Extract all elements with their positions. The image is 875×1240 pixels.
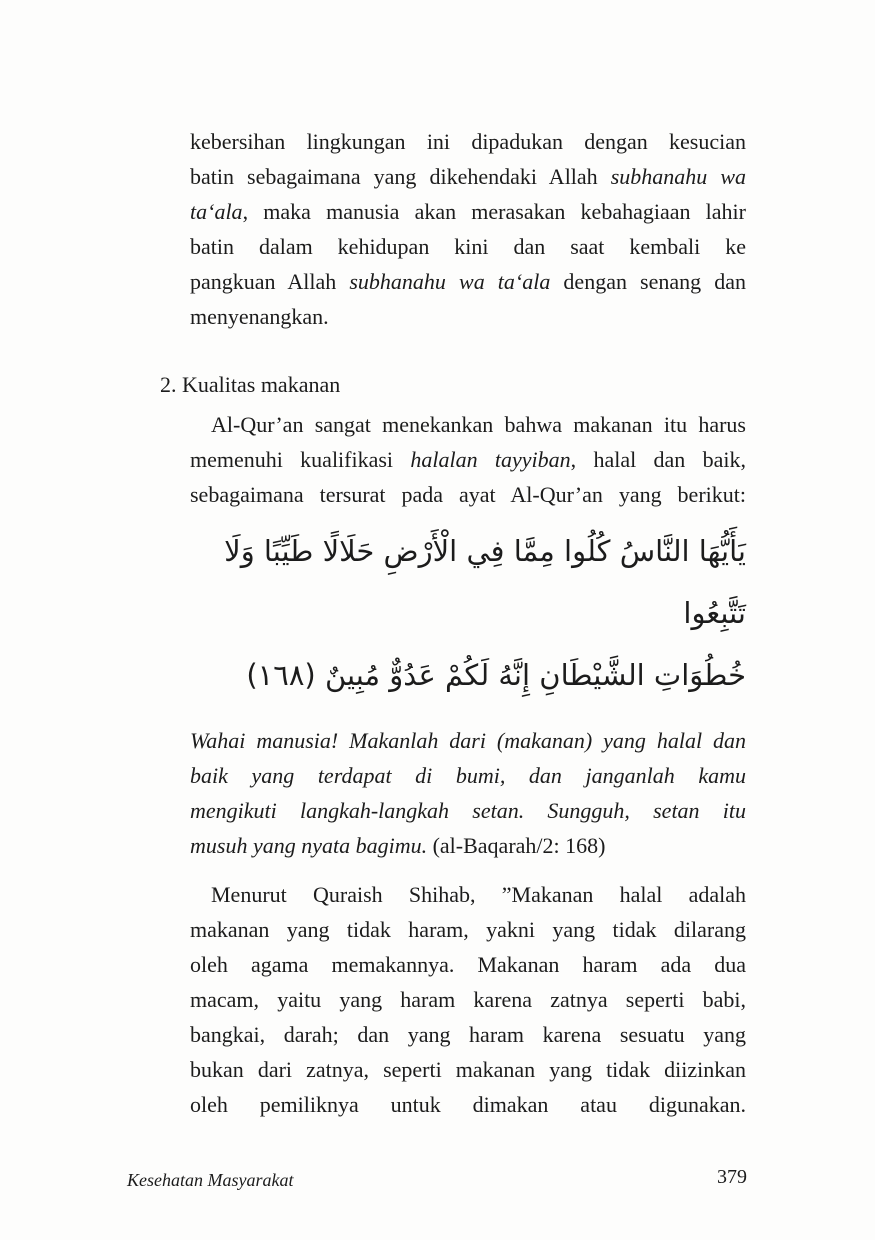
text-segment: macam, yaitu yang haram karena zatnya seperti babi, — [190, 987, 746, 1012]
text-segment: oleh agama memakannya. Makanan haram ada dua — [190, 952, 746, 977]
text-line — [190, 264, 746, 299]
text-line — [190, 407, 746, 442]
italic-text-segment: ta‘ala — [190, 199, 243, 224]
text-line — [190, 723, 746, 758]
italic-text-segment: musuh yang nyata bagimu. — [190, 833, 428, 858]
text-line — [190, 1017, 746, 1052]
text-segment: bangkai, darah; dan yang haram karena sesuatu yang — [190, 1022, 746, 1047]
text-segment: batin dalam kehidupan kini dan saat kembali ke — [190, 234, 746, 259]
text-line — [190, 793, 746, 828]
text-segment: makanan yang tidak haram, yakni yang tidak dilarang — [190, 917, 746, 942]
text-segment: , maka manusia akan merasakan kebahagiaan lahir — [242, 199, 746, 224]
text-segment: , halal dan baik, — [570, 447, 746, 472]
text-segment: menyenangkan. — [190, 304, 329, 329]
document-body — [160, 124, 746, 1122]
paragraph-quote — [190, 877, 746, 1122]
text-segment: batin sebagaimana yang dikehendaki Allah — [190, 164, 611, 189]
text-segment: pangkuan Allah — [190, 269, 350, 294]
text-segment: sebagaimana tersurat pada ayat Al-Qur’an yang berikut: — [190, 482, 746, 507]
arabic-verse-line: يَأَيُّهَا النَّاسُ كُلُوا مِمَّا فِي الْأَرْضِ حَلَالًا طَيِّبًا وَلَا تَتَّبِعُوا — [224, 534, 746, 630]
text-line — [190, 442, 746, 477]
text-line — [190, 1087, 746, 1122]
quran-verse — [190, 520, 746, 706]
italic-text-segment: mengikuti langkah-langkah setan. Sungguh, setan itu — [190, 798, 746, 823]
arabic-verse-line: خُطُوَاتِ الشَّيْطَانِ إِنَّهُ لَكُمْ عَدُوٌّ مُبِينٌ (١٦٨) — [246, 658, 746, 692]
italic-text-segment: Wahai manusia! Makanlah dari (makanan) yang halal dan — [190, 728, 746, 753]
text-line — [190, 159, 746, 194]
text-line — [190, 877, 746, 912]
section-heading: 2. Kualitas makanan — [160, 372, 341, 397]
text-line — [190, 758, 746, 793]
text-segment: memenuhi kualifikasi — [190, 447, 411, 472]
italic-text-segment: subhanahu wa — [610, 164, 746, 189]
italic-text-segment: subhanahu wa ta‘ala — [349, 269, 551, 294]
paragraph-intro — [190, 407, 746, 512]
text-line — [190, 229, 746, 264]
text-line — [190, 912, 746, 947]
text-line — [190, 124, 746, 159]
italic-text-segment: baik yang terdapat di bumi, dan janganlah kamu — [190, 763, 746, 788]
text-line — [190, 947, 746, 982]
text-segment: bukan dari zatnya, seperti makanan yang tidak diizinkan — [190, 1057, 746, 1082]
footer-running-title: Kesehatan Masyarakat — [127, 1170, 294, 1190]
text-line — [190, 194, 746, 229]
verse-translation — [190, 723, 746, 863]
text-segment: oleh pemiliknya untuk dimakan atau digunakan. — [190, 1092, 746, 1117]
text-segment: dengan senang dan — [550, 269, 746, 294]
text-segment: Al-Qur’an sangat menekankan bahwa makanan itu harus — [211, 412, 746, 437]
paragraph-continuation — [190, 124, 746, 334]
text-segment: kebersihan lingkungan ini dipadukan dengan kesucian — [190, 129, 746, 154]
text-line — [190, 828, 746, 863]
text-line — [190, 477, 746, 512]
text-segment: Menurut Quraish Shihab, ”Makanan halal adalah — [211, 882, 746, 907]
text-line — [190, 982, 746, 1017]
text-segment: (al-Baqarah/2: 168) — [427, 833, 606, 858]
text-line — [190, 299, 746, 334]
text-line — [190, 1052, 746, 1087]
footer-page-number: 379 — [717, 1166, 747, 1188]
italic-text-segment: halalan tayyiban — [410, 447, 571, 472]
